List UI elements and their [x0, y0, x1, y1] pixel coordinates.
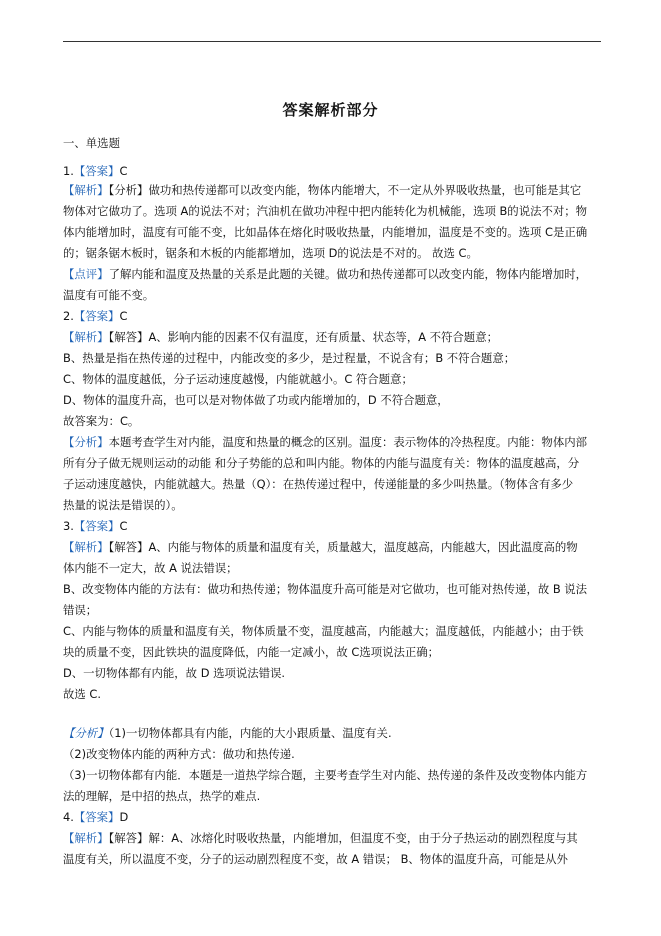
- line-text: B、热量是指在热传递的过程中，内能改变的多少，是过程量，不说含有；B 不符合题意；: [63, 351, 516, 365]
- section-heading: 一、单选题: [63, 136, 120, 150]
- line-text: 了解内能和温度及热量的关系是此题的关键。做功和热传递都可以改变内能，物体内能增加时，: [108, 267, 587, 281]
- line-text: 体内能增加时，温度有可能不变，比如晶体在熔化时吸收热量，内能增加，温度是不变的。选项 C是正确: [63, 225, 588, 239]
- line-text: 【分析】做功和热传递都可以改变内能，物体内能增大，不一定从外界吸收热量，也可能是其它: [108, 183, 582, 197]
- text-line: [63, 788, 603, 804]
- text-line: [63, 497, 603, 513]
- line-text: 本题考查学生对内能，温度和热量的概念的区别。温度：表示物体的冷热程度。内能：物体内部: [108, 435, 587, 449]
- text-line: [63, 224, 603, 240]
- line-text: B、改变物体内能的方法有：做功和热传递；物体温度升高可能是对它做功，也可能对热传递，故 B 说法: [63, 582, 588, 596]
- text-line: [63, 308, 603, 324]
- line-text: 子运动速度越快，内能就越大。热量（Q）：在热传递过程中，传递能量的多少叫热量。（物体含有多少: [63, 477, 574, 491]
- line-text: 法的理解，是中招的热点，热学的难点.: [63, 789, 261, 803]
- text-line: [63, 371, 603, 387]
- section-tag: 【答案】: [73, 164, 120, 178]
- text-line: [63, 581, 603, 597]
- text-line: [63, 182, 603, 198]
- section-tag: 【解析】: [63, 540, 109, 554]
- line-text: C、物体的温度越低，分子运动速度越慢，内能就越小。C 符合题意；: [63, 372, 413, 386]
- text-line: [63, 413, 603, 429]
- text-line: [63, 602, 603, 618]
- page-title: 答案解析部分: [282, 101, 379, 119]
- section-tag: 【分析】: [63, 435, 109, 449]
- line-text: 故答案为：C。: [63, 414, 140, 428]
- text-line: [63, 350, 603, 366]
- question-number: 2.: [63, 309, 74, 323]
- section-tag: 【点评】: [63, 267, 109, 281]
- text-line: [63, 266, 603, 282]
- text-line: [63, 392, 603, 408]
- text-line: [63, 163, 603, 179]
- question-number: 3.: [63, 519, 74, 533]
- line-text: 物体对它做功了。选项 A的说法不对；汽油机在做功冲程中把内能转化为机械能，选项 B的说法不对；物: [63, 204, 588, 218]
- line-text: 【解答】A、影响内能的因素不仅有温度，还有质量、状态等，A 不符合题意；: [108, 330, 498, 344]
- text-line: [63, 518, 603, 534]
- text-line: [63, 623, 603, 639]
- line-text: C: [119, 519, 128, 533]
- line-text: 【解答】解：A、冰熔化时吸收热量，内能增加，但温度不变，由于分子热运动的剧烈程度与其: [108, 831, 578, 845]
- line-text: D: [119, 810, 129, 824]
- text-line: [63, 455, 603, 471]
- line-text: 体内能不一定大，故 A 说法错误；: [63, 561, 238, 575]
- text-line: [63, 434, 603, 450]
- line-text: 块的质量不变，因此铁块的温度降低，内能一定减小，故 C选项说法正确；: [63, 645, 440, 659]
- section-tag: 【解析】: [63, 831, 109, 845]
- text-line: [63, 539, 603, 555]
- section-tag: 【答案】: [73, 519, 120, 533]
- text-line: [63, 560, 603, 576]
- question-number: 1.: [63, 164, 74, 178]
- text-line: [63, 476, 603, 492]
- text-line: [63, 245, 603, 261]
- text-line: [63, 644, 603, 660]
- text-line: [63, 287, 603, 303]
- line-text: D、一切物体都有内能，故 D 选项说法错误.: [63, 666, 286, 680]
- line-text: （3)一切物体都有内能．本题是一道热学综合题，主要考查学生对内能、热传递的条件及改变物体内能方: [63, 768, 588, 782]
- line-text: 【解答】A、内能与物体的质量和温度有关，质量越大，温度越高，内能越大，因此温度高的物: [108, 540, 578, 554]
- line-text: 错误；: [63, 603, 98, 617]
- line-text: （2)改变物体内能的两种方式：做功和热传递.: [63, 747, 295, 761]
- line-text: 故选 C.: [63, 687, 101, 701]
- question-number: 4.: [63, 810, 74, 824]
- section-tag: 【解析】: [63, 183, 109, 197]
- text-line: [63, 746, 603, 762]
- text-line: [63, 665, 603, 681]
- header-rule: [63, 41, 601, 42]
- line-text: （1)一切物体都具有内能，内能的大小跟质量、温度有关.: [108, 726, 392, 740]
- line-text: 温度有可能不变。: [63, 288, 155, 302]
- section-tag: 【解析】: [63, 330, 109, 344]
- line-text: 热量的说法是错误的）。: [63, 498, 183, 512]
- text-line: [63, 830, 603, 846]
- text-line: [63, 686, 603, 702]
- text-line: [63, 851, 603, 867]
- line-text: C: [119, 309, 128, 323]
- text-line: [63, 809, 603, 825]
- section-tag: 【答案】: [73, 309, 120, 323]
- line-text: C、内能与物体的质量和温度有关，物体质量不变，温度越高，内能越大；温度越低，内能越小；由于铁: [63, 624, 584, 638]
- section-tag: 【答案】: [73, 810, 120, 824]
- line-text: 的；锯条锯木板时，锯条和木板的内能都增加，选项 D的说法是不对的。 故选 C。: [63, 246, 478, 260]
- text-line: [63, 767, 603, 783]
- text-line: [63, 329, 603, 345]
- line-text: C: [119, 164, 128, 178]
- section-tag: 【分析】: [63, 726, 109, 740]
- line-text: 温度有关，所以温度不变，分子的运动剧烈程度不变，故 A 错误； B、物体的温度升高，可能是从外: [63, 852, 568, 866]
- line-text: 所有分子做无规则运动的动能 和分子势能的总和叫内能。物体的内能与温度有关：物体的温度越高，分: [63, 456, 580, 470]
- text-line: [63, 203, 603, 219]
- text-line: [63, 725, 603, 741]
- line-text: D、物体的温度升高，也可以是对物体做了功或内能增加的，D 不符合题意，: [63, 393, 449, 407]
